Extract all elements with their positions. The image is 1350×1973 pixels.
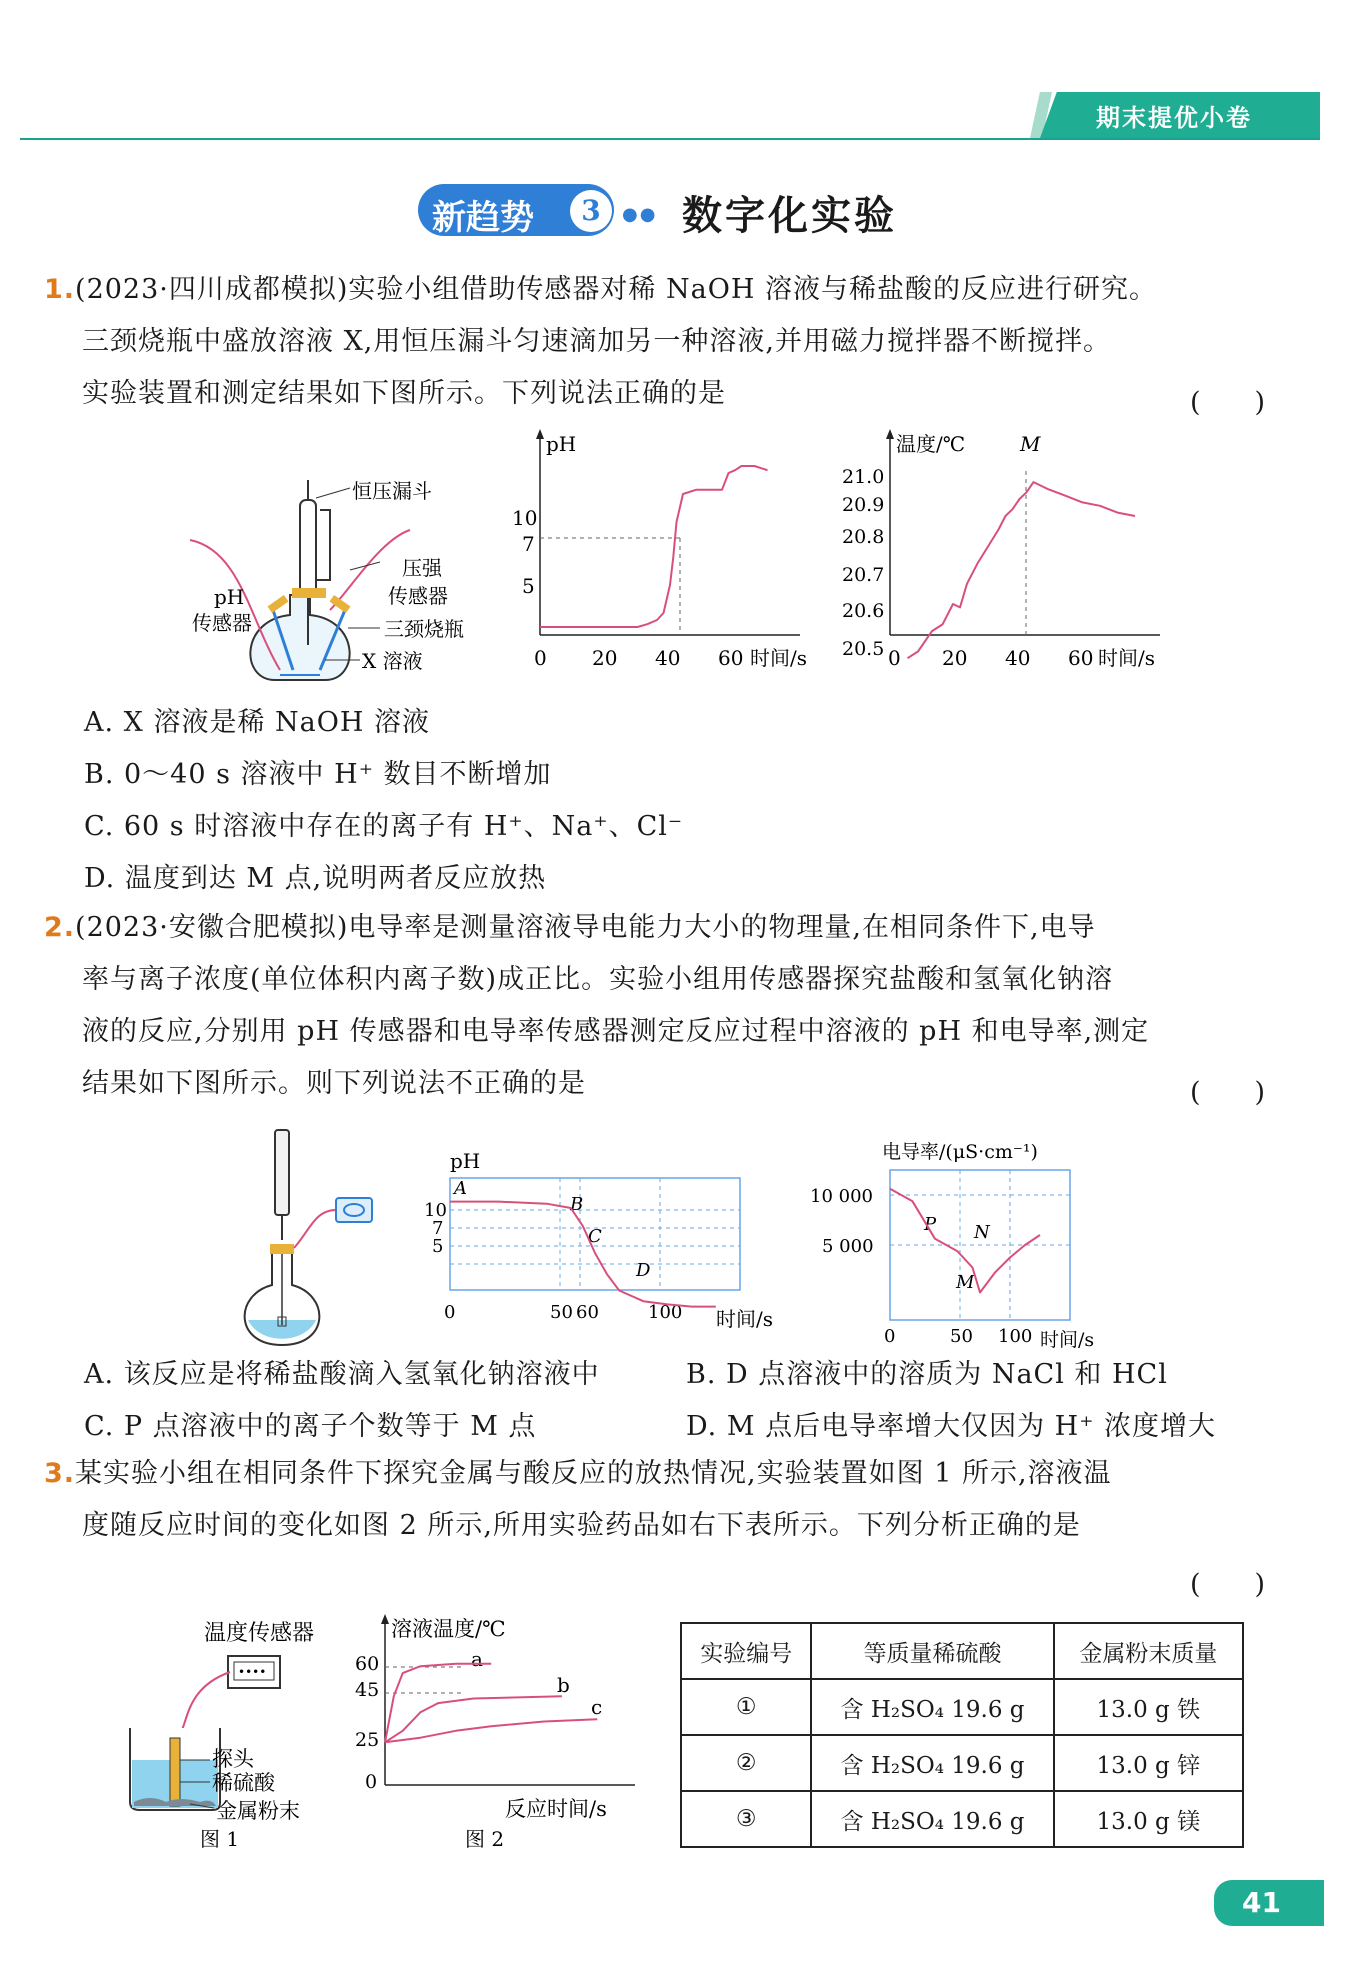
table-cell: ③ — [681, 1791, 811, 1847]
q2-apparatus-diagram — [240, 1120, 420, 1350]
q2-option-c: C. P 点溶液中的离子个数等于 M 点 — [84, 1411, 537, 1442]
y-tick: 5 — [432, 1236, 444, 1257]
q1-label-ph2: 传感器 — [192, 611, 252, 635]
table-row — [681, 1679, 1243, 1735]
y-axis-label: 溶液温度/℃ — [391, 1617, 506, 1641]
q3-label-acid: 稀硫酸 — [212, 1771, 275, 1795]
series-line-series — [540, 466, 768, 627]
y-tick: 25 — [355, 1729, 380, 1751]
y-tick: 7 — [522, 532, 535, 556]
x-tick: 60 — [718, 646, 744, 670]
table-cell: 13.0 g 镁 — [1054, 1791, 1243, 1847]
y-tick: 7 — [432, 1218, 444, 1239]
x-tick: 0 — [888, 646, 901, 670]
q1-label-flask: 三颈烧瓶 — [384, 617, 464, 641]
series-line-series — [450, 1202, 716, 1307]
point-label-M: M — [1020, 432, 1041, 456]
x-tick: 100 — [648, 1302, 683, 1323]
q1-line3: 实验装置和测定结果如下图所示。下列说法正确的是 — [82, 378, 726, 409]
point-label-M: M — [956, 1272, 975, 1293]
q1-text — [44, 264, 1284, 420]
q2-line1: (2023·安徽合肥模拟)电导率是测量溶液导电能力大小的物理量,在相同条件下,电导 — [75, 912, 1096, 943]
q2-answer-paren: ( ) — [1190, 1077, 1266, 1108]
q3-answer-paren: ( ) — [1190, 1569, 1266, 1600]
table-header-cell: 等质量稀硫酸 — [811, 1623, 1053, 1679]
table-cell: ② — [681, 1735, 811, 1791]
q1-label-pressure1: 压强 — [402, 556, 442, 580]
y-axis-label: 温度/℃ — [896, 432, 966, 456]
x-tick: 20 — [942, 646, 968, 670]
x-tick: 0 — [884, 1326, 896, 1347]
x-axis-label: 时间/s — [1040, 1329, 1095, 1350]
point-label-D: D — [636, 1260, 651, 1281]
y-axis-label: 电导率/(μS·cm⁻¹) — [882, 1141, 1038, 1163]
q1-option-c: C. 60 s 时溶液中存在的离子有 H⁺、Na⁺、Cl⁻ — [84, 811, 684, 842]
q1-option-a: A. X 溶液是稀 NaOH 溶液 — [84, 707, 431, 738]
y-tick: 20.9 — [842, 494, 885, 516]
q1-option-d: D. 温度到达 M 点,说明两者反应放热 — [84, 863, 547, 894]
q2-text — [44, 902, 1284, 1110]
q3-label-sensor: 温度传感器 — [204, 1621, 315, 1646]
y-tick: 60 — [355, 1653, 380, 1675]
q3-data-table — [680, 1622, 1244, 1848]
y-tick: 10 000 — [810, 1186, 873, 1207]
q3-label-fig1: 图 1 — [200, 1827, 240, 1850]
x-tick: 50 — [950, 1326, 973, 1347]
q1-label-funnel: 恒压漏斗 — [352, 479, 432, 503]
point-label-A: A — [454, 1178, 467, 1199]
y-tick: 0 — [365, 1771, 378, 1793]
y-tick: 21.0 — [842, 466, 885, 488]
q3-temperature-chart — [345, 1610, 645, 1850]
x-tick: 40 — [1005, 646, 1031, 670]
q3-label-fig2: 图 2 — [465, 1827, 505, 1850]
table-cell: 含 H₂SO₄ 19.6 g — [811, 1735, 1053, 1791]
series-line-series — [908, 482, 1136, 658]
q3-apparatus-diagram — [120, 1610, 350, 1850]
q1-temperature-chart — [830, 425, 1190, 685]
x-axis-label: 时间/s — [750, 646, 808, 670]
table-header-row — [681, 1623, 1243, 1679]
x-tick: 100 — [998, 1326, 1033, 1347]
q2-conductivity-chart — [800, 1130, 1130, 1350]
table-cell: 含 H₂SO₄ 19.6 g — [811, 1679, 1053, 1735]
point-label-N: N — [974, 1222, 990, 1243]
q3-line2: 度随反应时间的变化如图 2 所示,所用实验药品如右下表所示。下列分析正确的是 — [82, 1510, 1081, 1541]
header-rule — [20, 138, 1320, 140]
q2-line4: 结果如下图所示。则下列说法不正确的是 — [82, 1068, 586, 1099]
title-badge-text: 新趋势 — [432, 198, 534, 238]
x-tick: 40 — [655, 646, 681, 670]
x-axis-label: 时间/s — [716, 1307, 774, 1331]
series-line-b — [385, 1696, 562, 1742]
x-axis-label: 时间/s — [1098, 646, 1156, 670]
table-cell: 13.0 g 铁 — [1054, 1679, 1243, 1735]
series-line-c — [385, 1719, 597, 1742]
q2-option-a: A. 该反应是将稀盐酸滴入氢氧化钠溶液中 — [84, 1359, 600, 1390]
y-tick: 10 — [424, 1200, 447, 1221]
page-number: 41 — [1242, 1886, 1281, 1919]
y-tick: 5 000 — [822, 1236, 874, 1257]
table-row — [681, 1735, 1243, 1791]
x-tick: 60 — [1068, 646, 1094, 670]
q3-text — [44, 1448, 1284, 1552]
table-row — [681, 1791, 1243, 1847]
q3-label-probe: 探头 — [212, 1747, 254, 1771]
svg-text:••••: •••• — [238, 1665, 267, 1679]
q2-option-d: D. M 点后电导率增大仅因为 H⁺ 浓度增大 — [686, 1411, 1217, 1442]
q2-ph-chart — [420, 1140, 800, 1340]
table-cell: 含 H₂SO₄ 19.6 g — [811, 1791, 1053, 1847]
y-tick: 20.8 — [842, 526, 885, 548]
x-tick: 60 — [576, 1302, 599, 1323]
q1-label-pressure2: 传感器 — [388, 584, 448, 608]
table-header-cell: 金属粉末质量 — [1054, 1623, 1243, 1679]
q3-label-powder: 金属粉末 — [216, 1799, 300, 1823]
header-tab-label: 期末提优小卷 — [1096, 104, 1252, 132]
q1-line2: 三颈烧瓶中盛放溶液 X,用恒压漏斗匀速滴加另一种溶液,并用磁力搅拌器不断搅拌。 — [82, 326, 1111, 357]
q1-label-solution: X 溶液 — [362, 649, 423, 673]
q1-number: 1. — [44, 274, 76, 305]
table-cell: 13.0 g 锌 — [1054, 1735, 1243, 1791]
series-label-b: b — [557, 1673, 570, 1697]
title-dots: ●● — [622, 204, 658, 225]
q1-label-ph1: pH — [214, 585, 245, 609]
table-cell: ① — [681, 1679, 811, 1735]
q2-line2: 率与离子浓度(单位体积内离子数)成正比。实验小组用传感器探究盐酸和氢氧化钠溶 — [82, 964, 1114, 995]
q1-answer-paren: ( ) — [1190, 387, 1266, 418]
title-badge-number: 3 — [570, 190, 612, 232]
y-tick: 5 — [522, 574, 535, 598]
x-tick: 20 — [592, 646, 618, 670]
point-label-B: B — [570, 1194, 584, 1215]
q2-line3: 液的反应,分别用 pH 传感器和电导率传感器测定反应过程中溶液的 pH 和电导率,测定 — [82, 1016, 1150, 1047]
q1-apparatus-diagram — [180, 470, 510, 690]
q3-line1: 某实验小组在相同条件下探究金属与酸反应的放热情况,实验装置如图 1 所示,溶液温 — [75, 1458, 1112, 1489]
y-axis-label: pH — [450, 1149, 481, 1173]
x-axis-label: 反应时间/s — [505, 1797, 607, 1821]
q1-ph-chart — [500, 425, 830, 685]
y-axis-label: pH — [546, 432, 577, 456]
q2-number: 2. — [44, 912, 76, 943]
q1-line1: (2023·四川成都模拟)实验小组借助传感器对稀 NaOH 溶液与稀盐酸的反应进行研究。 — [75, 274, 1157, 305]
table-header-cell: 实验编号 — [681, 1623, 811, 1679]
series-label-a: a — [471, 1647, 483, 1671]
q2-option-b: B. D 点溶液中的溶质为 NaCl 和 HCl — [686, 1359, 1168, 1390]
page-title: 数字化实验 — [682, 192, 897, 239]
point-label-P: P — [924, 1214, 937, 1235]
q3-number: 3. — [44, 1458, 76, 1489]
x-tick: 50 — [550, 1302, 573, 1323]
y-tick: 20.7 — [842, 564, 885, 586]
q1-option-b: B. 0～40 s 溶液中 H⁺ 数目不断增加 — [84, 759, 552, 790]
series-label-c: c — [591, 1695, 603, 1719]
y-tick: 10 — [512, 506, 538, 530]
y-tick: 20.5 — [842, 638, 885, 660]
point-label-C: C — [588, 1226, 602, 1247]
y-tick: 20.6 — [842, 600, 885, 622]
x-tick: 0 — [534, 646, 547, 670]
x-tick: 0 — [444, 1302, 456, 1323]
y-tick: 45 — [355, 1679, 380, 1701]
